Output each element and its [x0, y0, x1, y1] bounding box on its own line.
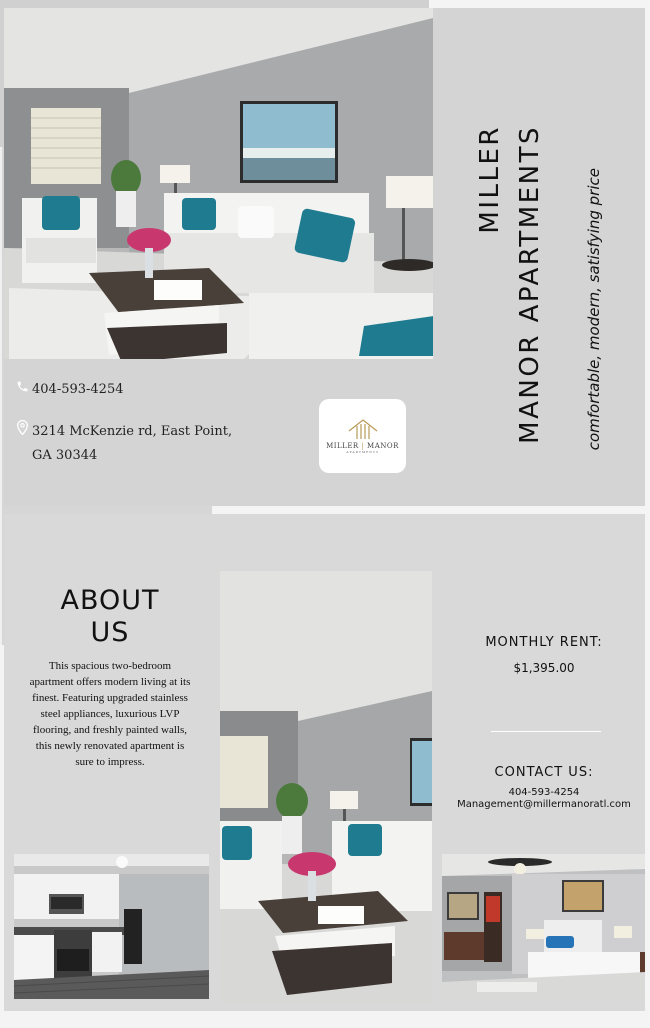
- logo-subtitle: APARTMENTS: [346, 450, 379, 454]
- about-heading-line2: US: [90, 617, 130, 648]
- kitchen-photo: [14, 854, 209, 999]
- about-description: This spacious two-bedroom apartment offers modern living at its finest. Featuring upgraded stainless steel appliances, luxurious LVP flooring, and freshly painted walls, this newly renovated apartment is sure to impress.: [29, 660, 191, 768]
- cover-address-line2: GA 30344: [32, 448, 98, 463]
- cover-phone-row: [16, 378, 124, 402]
- brand-title-line1: MILLER: [475, 125, 505, 234]
- cover-address-row: [16, 420, 232, 468]
- brand-title: [470, 125, 570, 460]
- rent-label: MONTHLY RENT:: [485, 635, 603, 650]
- phone-icon: [16, 378, 30, 402]
- cover-address-line1: 3214 McKenzie rd, East Point,: [32, 424, 233, 439]
- brand-title-line2: MANOR APARTMENTS: [515, 125, 545, 444]
- bedroom-photo: [442, 854, 645, 999]
- cover-phone-text: 404-593-4254: [32, 382, 124, 397]
- living-room-photo: [4, 8, 433, 359]
- logo-wordmark: MILLER | MANOR: [326, 442, 399, 450]
- brand-logo: [319, 399, 406, 473]
- contact-phone[interactable]: 404-593-4254: [508, 787, 580, 798]
- contact-label: CONTACT US:: [494, 765, 594, 780]
- about-heading-line1: ABOUT: [60, 585, 160, 616]
- about-heading: [30, 585, 190, 649]
- house-logo-icon: [346, 418, 380, 440]
- living-room-detail-photo: [220, 571, 432, 1004]
- section-divider: [491, 731, 601, 732]
- location-pin-icon: [16, 420, 30, 444]
- contact-email[interactable]: Management@millermanoratl.com: [457, 799, 631, 810]
- rent-value: $1,395.00: [513, 661, 575, 675]
- brand-tagline: comfortable, modern, satisfying price: [585, 168, 603, 451]
